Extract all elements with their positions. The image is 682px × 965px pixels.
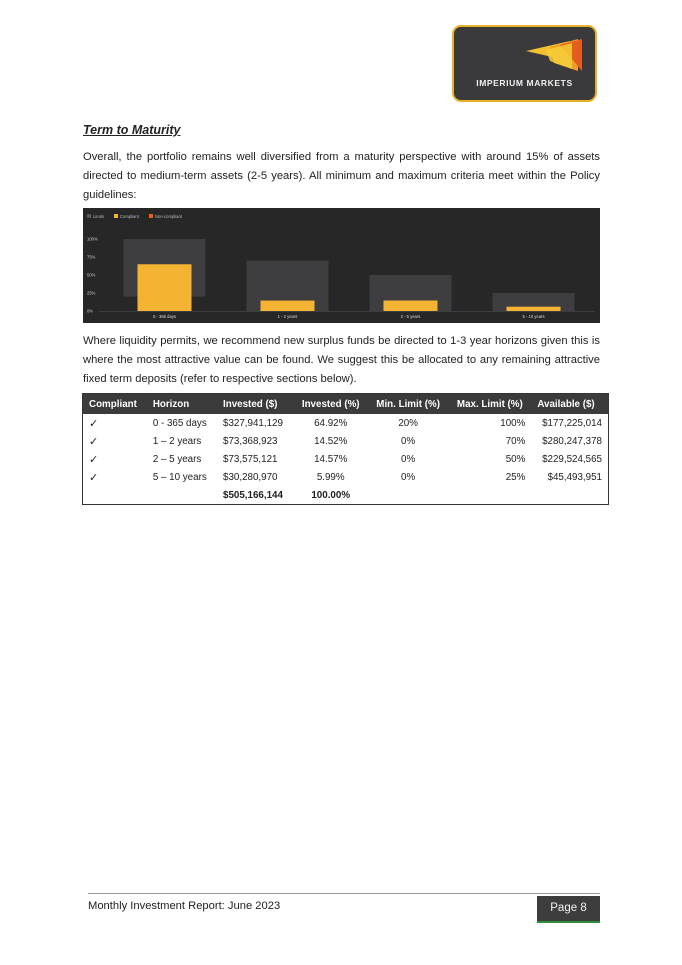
table-row [83, 432, 609, 450]
compliant-check-icon: ✓ [89, 435, 99, 448]
header-invested-percent: Invested (%) [294, 394, 368, 415]
total-percent-cell: 100.00% [311, 489, 351, 501]
header-compliant: Compliant [83, 394, 147, 415]
maturity-compliance-table [82, 393, 609, 505]
x-tick-label: 5 - 10 years [522, 314, 545, 319]
max-limit-cell: 70% [505, 435, 526, 447]
compliant-check-icon: ✓ [89, 471, 99, 484]
header-max-limit: Max. Limit (%) [448, 394, 531, 415]
footer-report-title: Monthly Investment Report: June 2023 [88, 900, 281, 912]
y-tick-label: 0% [87, 308, 94, 314]
horizon-cell: 5 – 10 years [152, 471, 207, 483]
table-row [83, 450, 609, 468]
section-heading: Term to Maturity [83, 123, 181, 137]
total-empty-cell [147, 486, 217, 505]
x-tick-label: 2 - 5 years [400, 314, 421, 319]
invested-percent-cell: 14.57% [314, 453, 348, 465]
invested-cell: $73,368,923 [223, 435, 278, 447]
invested-percent-cell: 5.99% [316, 471, 345, 483]
invested-percent-cell: 64.92% [314, 417, 348, 429]
page-number: Page 8 [537, 896, 600, 923]
maturity-chart-svg [83, 208, 600, 323]
imperium-markets-logo [452, 25, 597, 102]
legend-swatch [87, 214, 91, 218]
invested-cell: $30,280,970 [223, 471, 278, 483]
total-invested-cell: $505,166,144 [223, 489, 283, 501]
y-tick-label: 25% [87, 290, 96, 296]
available-cell: $229,524,565 [542, 453, 602, 465]
min-limit-cell: 0% [401, 471, 416, 483]
compliant-bar [507, 307, 561, 311]
compliant-bar [138, 264, 192, 311]
horizon-cell: 0 - 365 days [152, 417, 207, 429]
legend-label: Compliant [120, 214, 139, 219]
total-empty-cell [531, 486, 608, 505]
max-limit-cell: 50% [505, 453, 526, 465]
header-min-limit: Min. Limit (%) [368, 394, 449, 415]
intro-paragraph: Overall, the portfolio remains well diversified from a maturity perspective with around 15% of assets directed to medium-term assets (2-5 years). All minimum and maximum criteria meet within the Policy guidelines: [83, 151, 600, 201]
max-limit-cell: 25% [505, 471, 526, 483]
compliant-check-icon: ✓ [89, 453, 99, 466]
invested-cell: $73,575,121 [223, 453, 278, 465]
legend-swatch [149, 214, 153, 218]
table-header-row [83, 394, 609, 415]
available-cell: $280,247,378 [542, 435, 602, 447]
legend-label: Non-compliant [155, 214, 182, 219]
y-tick-label: 50% [87, 272, 96, 278]
horizon-cell: 1 – 2 years [152, 435, 202, 447]
max-limit-cell: 100% [500, 417, 526, 429]
logo-text: IMPERIUM MARKETS [476, 78, 573, 88]
table-row [83, 468, 609, 486]
available-cell: $177,225,014 [542, 417, 602, 429]
header-invested-dollars: Invested ($) [217, 394, 294, 415]
compliant-check-icon: ✓ [89, 417, 99, 430]
recommendation-paragraph: Where liquidity permits, we recommend new surplus funds be directed to 1-3 year horizons given this is where the most attractive value can be found. We suggest this be allocated to any remaining attractive fixed term deposits (refer to respective sections below). [83, 335, 600, 385]
total-empty-cell [448, 486, 531, 505]
header-available: Available ($) [531, 394, 608, 415]
min-limit-cell: 0% [401, 453, 416, 465]
total-empty-cell [368, 486, 449, 505]
legend-label: Limits [93, 214, 104, 219]
min-limit-cell: 0% [401, 435, 416, 447]
min-limit-cell: 20% [398, 417, 418, 429]
header-horizon: Horizon [147, 394, 217, 415]
invested-percent-cell: 14.52% [314, 435, 348, 447]
invested-cell: $327,941,129 [223, 417, 283, 429]
logo-arrow-icon [454, 27, 599, 104]
table-row [83, 414, 609, 432]
maturity-chart [83, 208, 600, 323]
x-tick-label: 0 - 365 days [152, 314, 177, 319]
y-tick-label: 75% [87, 254, 96, 260]
y-tick-label: 100% [87, 236, 98, 242]
compliant-bar [261, 301, 315, 311]
total-empty-cell [83, 486, 147, 505]
available-cell: $45,493,951 [547, 471, 602, 483]
compliant-bar [384, 301, 438, 311]
horizon-cell: 2 – 5 years [152, 453, 202, 465]
x-tick-label: 1 - 2 years [277, 314, 298, 319]
legend-swatch [114, 214, 118, 218]
footer-divider [88, 893, 600, 894]
table-total-row [83, 486, 609, 505]
